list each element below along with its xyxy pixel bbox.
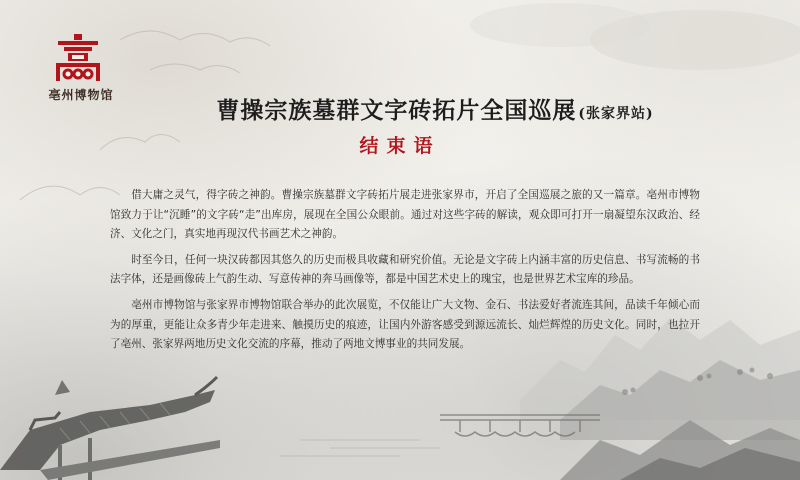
exhibition-venue: (张家界站)	[578, 106, 654, 122]
museum-logo	[52, 32, 104, 84]
exhibition-title-main: 曹操宗族墓群文字砖拓片全国巡展	[216, 97, 577, 124]
section-title: 结束语	[359, 135, 441, 157]
exhibition-title	[140, 92, 730, 125]
closing-remarks	[110, 186, 700, 361]
paragraph: 时至今日，任何一块汉砖都因其悠久的历史而极具收藏和研究价值。无论是文字砖上内涵丰富的历史信息、书写流畅的书法字体，还是画像砖上气韵生动、写意传神的奔马画像等，都是中国艺术史上的瑰宝，也是世界艺术宝库的珍品。	[110, 253, 700, 286]
paragraph: 亳州市博物馆与张家界市博物馆联合举办的此次展览，不仅能让广大文物、金石、书法爱好者流连其间，品读千年倾心而为的厚重，更能让众多青少年走进来、触摸历史的痕迹，让国内外游客感受到源远流长、灿烂辉煌的历史文化。同时，也拉开了亳州、张家界两地历史文化交流的序幕，推动了两地文博事业的共同发展。	[110, 298, 700, 351]
museum-name: 亳州博物馆	[48, 88, 114, 102]
paragraph: 借大庸之灵气，得字砖之神韵。曹操宗族墓群文字砖拓片展走进张家界市，开启了全国巡展之旅的又一篇章。亳州市博物馆致力于让“沉睡”的文字砖“走”出库房，展现在全国公众眼前。通过对这些字砖的解读，观众即可打开一扇凝望东汉政治、经济、文化之门，真实地再现汉代书画艺术之神韵。	[110, 189, 700, 241]
